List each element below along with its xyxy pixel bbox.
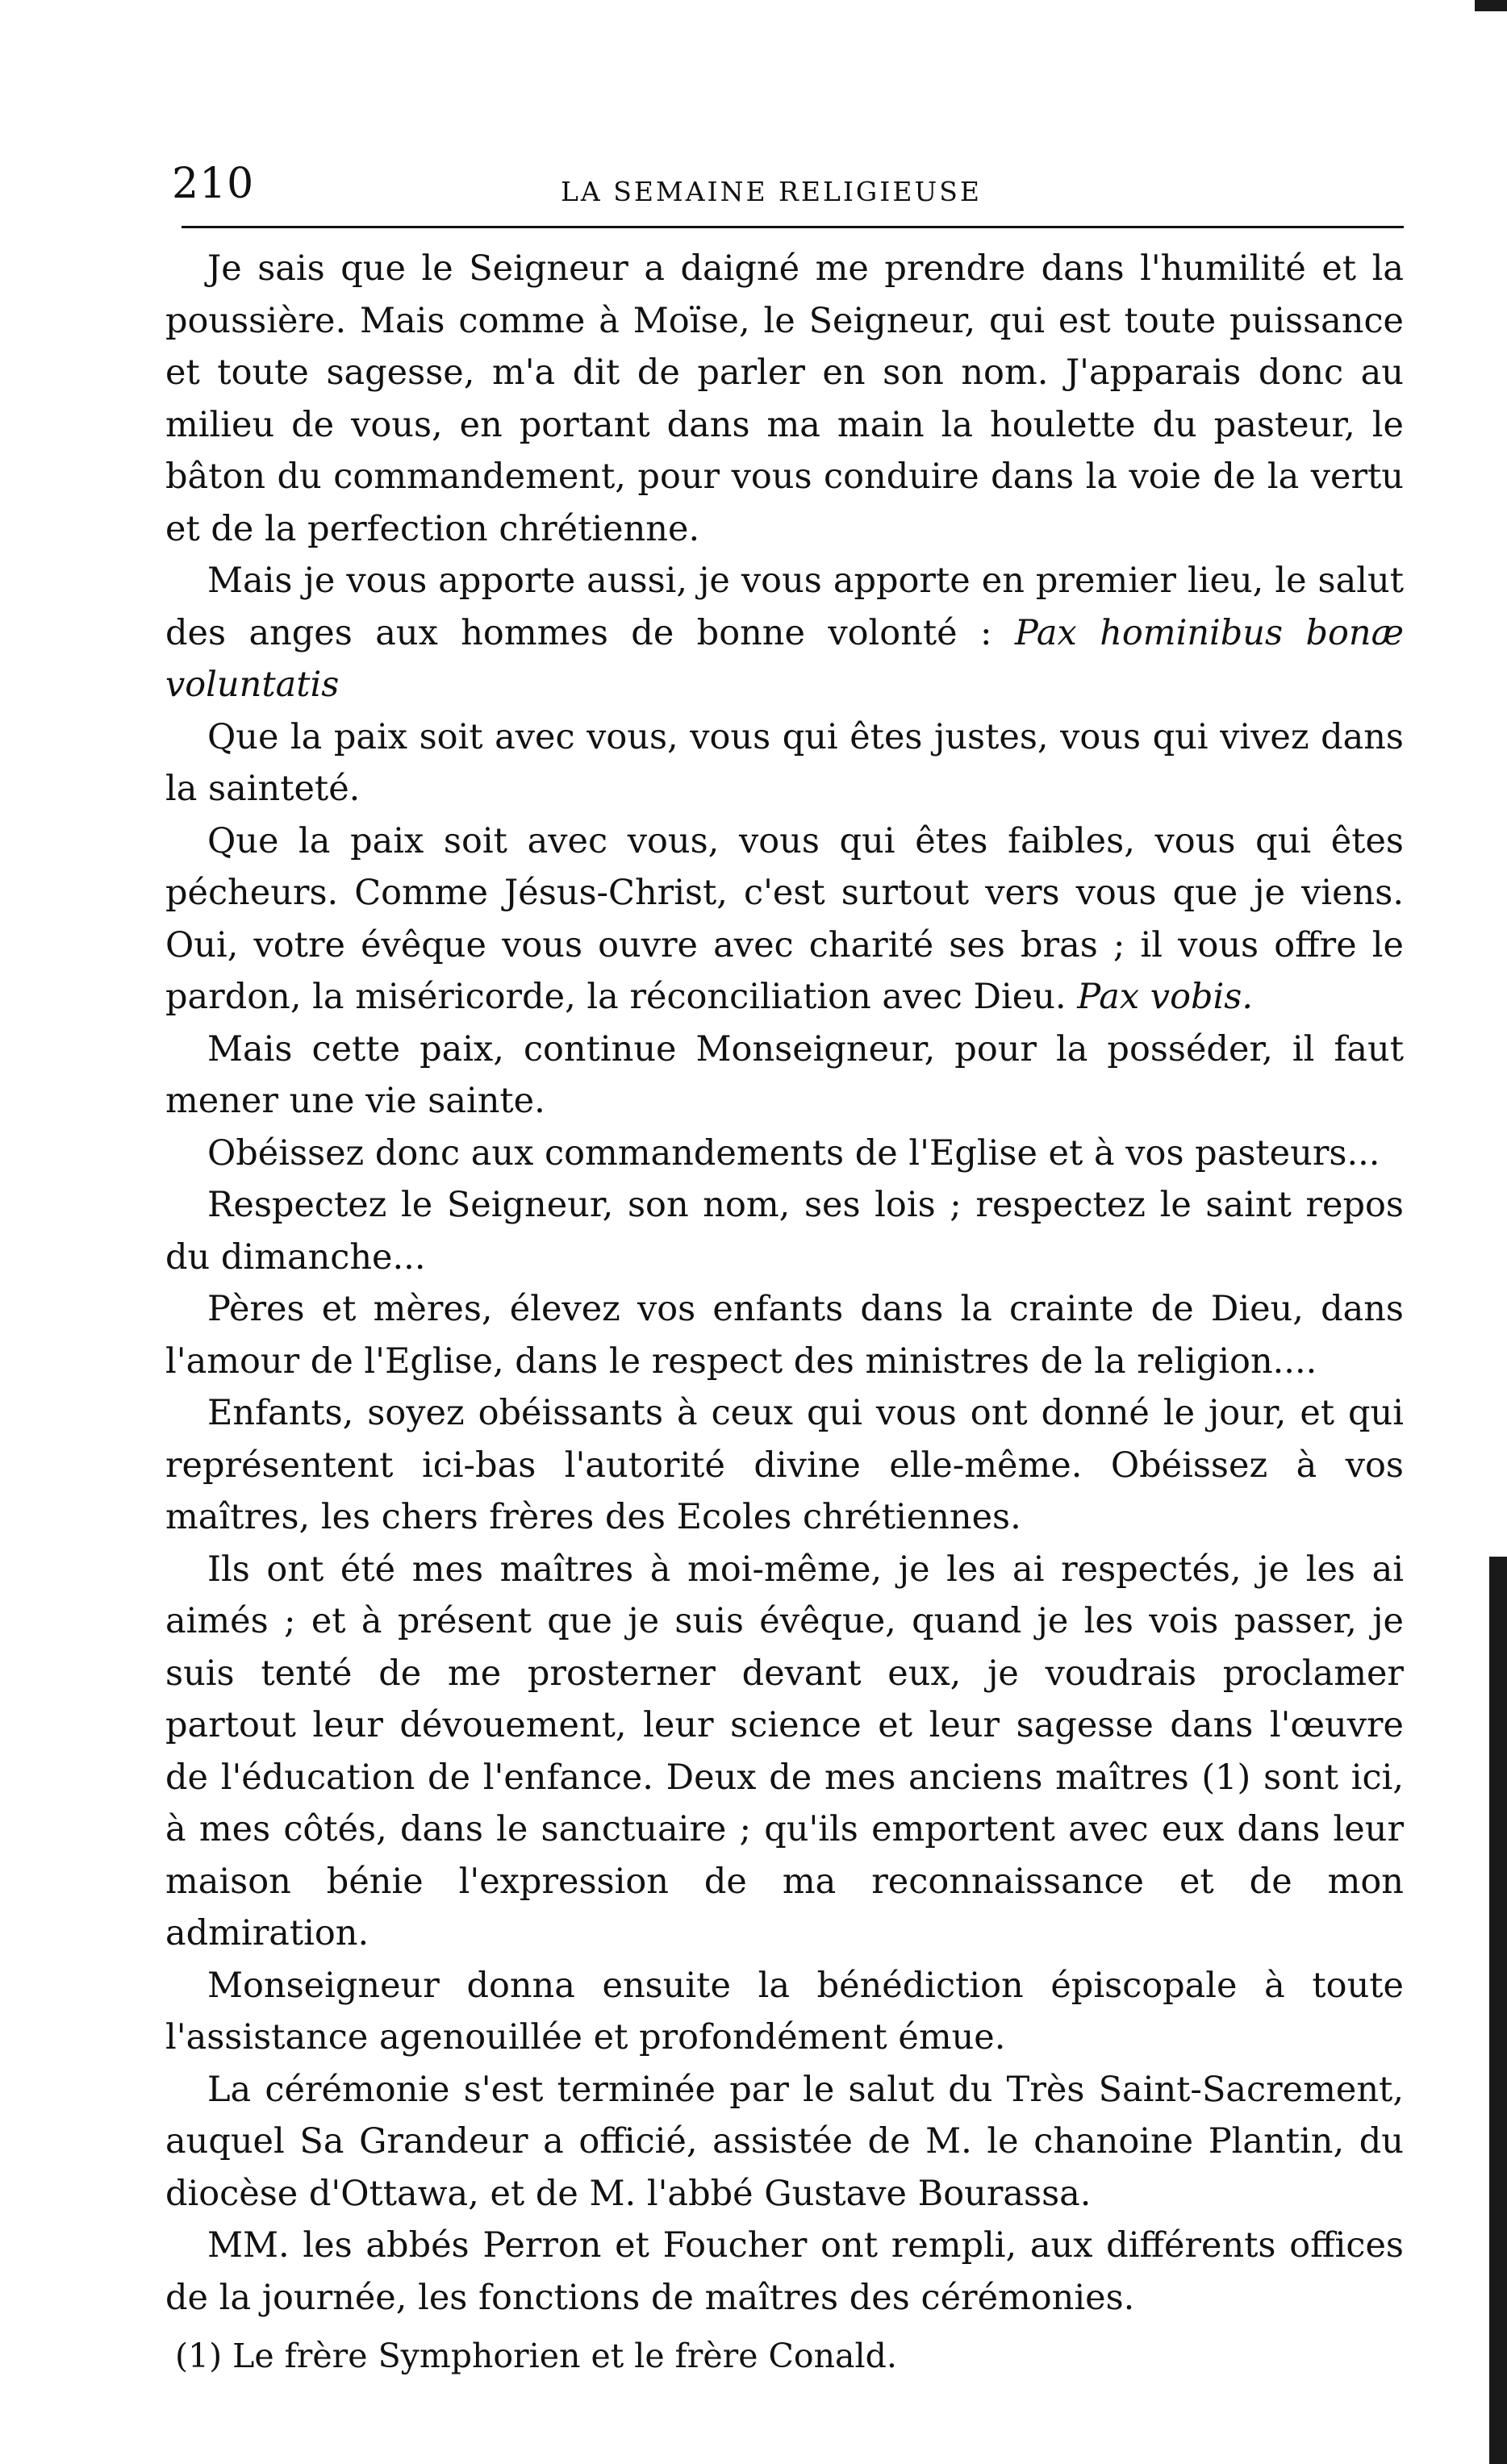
paragraph: MM. les abbés Perron et Foucher ont rempli, aux différents offices de la journée, les fonctions de maîtres des cérémonies. xyxy=(165,2225,1404,2318)
scan-corner-mark xyxy=(1475,0,1507,11)
scan-edge-shadow xyxy=(1489,1557,1507,2464)
latin-quote: Pax vobis. xyxy=(1077,977,1253,1017)
page-number: 210 xyxy=(172,160,255,208)
paragraph: Monseigneur donna ensuite la bénédiction épiscopale à toute l'assistance agenouillée et profondément émue. xyxy=(165,1965,1404,2058)
running-title: LA SEMAINE RELIGIEUSE xyxy=(561,176,982,207)
paragraph: Que la paix soit avec vous, vous qui êtes faibles, vous qui êtes pécheurs. Comme Jésus-Christ, c'est surtout vers vous que je viens. Oui, votre évêque vous ouvre avec charité ses bras ; il vous offre le pardon, la miséricorde, la réconciliation avec Dieu. Pax vobis. xyxy=(165,820,1404,1017)
footnote: (1) Le frère Symphorien et le frère Conald. xyxy=(175,2337,897,2375)
book-page xyxy=(165,153,1404,2380)
paragraph: La cérémonie s'est terminée par le salut du Très Saint-Sacrement, auquel Sa Grandeur a officié, assistée de M. le chanoine Plantin, du diocèse d'Ottawa, et de M. l'abbé Gustave Bourassa. xyxy=(165,2069,1404,2214)
paragraph: Je sais que le Seigneur a daigné me prendre dans l'humilité et la poussière. Mais comme à Moïse, le Seigneur, qui est toute puissance et toute sagesse, m'a dit de parler en son nom. J'apparais donc au milieu de vous, en portant dans ma main la houlette du pasteur, le bâton du commandement, pour vous conduire dans la voie de la vertu et de la perfection chrétienne. xyxy=(165,248,1404,549)
paragraph: Ils ont été mes maîtres à moi-même, je les ai respectés, je les ai aimés ; et à présent que je suis évêque, quand je les vois passer, je suis tenté de me prosterner devant eux, je voudrais proclamer partout leur dévouement, leur science et leur sagesse dans l'œuvre de l'éducation de l'enfance. Deux de mes anciens maîtres (1) sont ici, à mes côtés, dans le sanctuaire ; qu'ils emportent avec eux dans leur maison bénie l'expression de ma reconnaissance et de mon admiration. xyxy=(165,1549,1404,1953)
paragraph: Mais je vous apporte aussi, je vous apporte en premier lieu, le salut des anges aux hommes de bonne volonté : Pax hominibus bonæ voluntatis xyxy=(165,561,1405,705)
paragraph: Que la paix soit avec vous, vous qui êtes justes, vous qui vivez dans la sainteté. xyxy=(165,716,1404,809)
latin-quote: Pax hominibus bonæ voluntatis xyxy=(165,612,1405,705)
paragraph: Pères et mères, élevez vos enfants dans la crainte de Dieu, dans l'amour de l'Eglise, dans le respect des ministres de la religion.... xyxy=(165,1289,1404,1382)
header-rule xyxy=(182,226,1404,228)
paragraph: Obéissez donc aux commandements de l'Eglise et à vos pasteurs... xyxy=(207,1132,1380,1174)
paragraph: Enfants, soyez obéissants à ceux qui vous ont donné le jour, et qui représentent ici-bas l'autorité divine elle-même. Obéissez à vos maîtres, les chers frères des Ecoles chrétiennes. xyxy=(165,1393,1404,1537)
page-header xyxy=(165,153,1404,226)
paragraph: Respectez le Seigneur, son nom, ses lois ; respectez le saint repos du dimanche... xyxy=(165,1185,1404,1278)
body-text xyxy=(165,243,1404,2324)
paragraph: Mais cette paix, continue Monseigneur, pour la posséder, il faut mener une vie sainte. xyxy=(165,1028,1404,1121)
